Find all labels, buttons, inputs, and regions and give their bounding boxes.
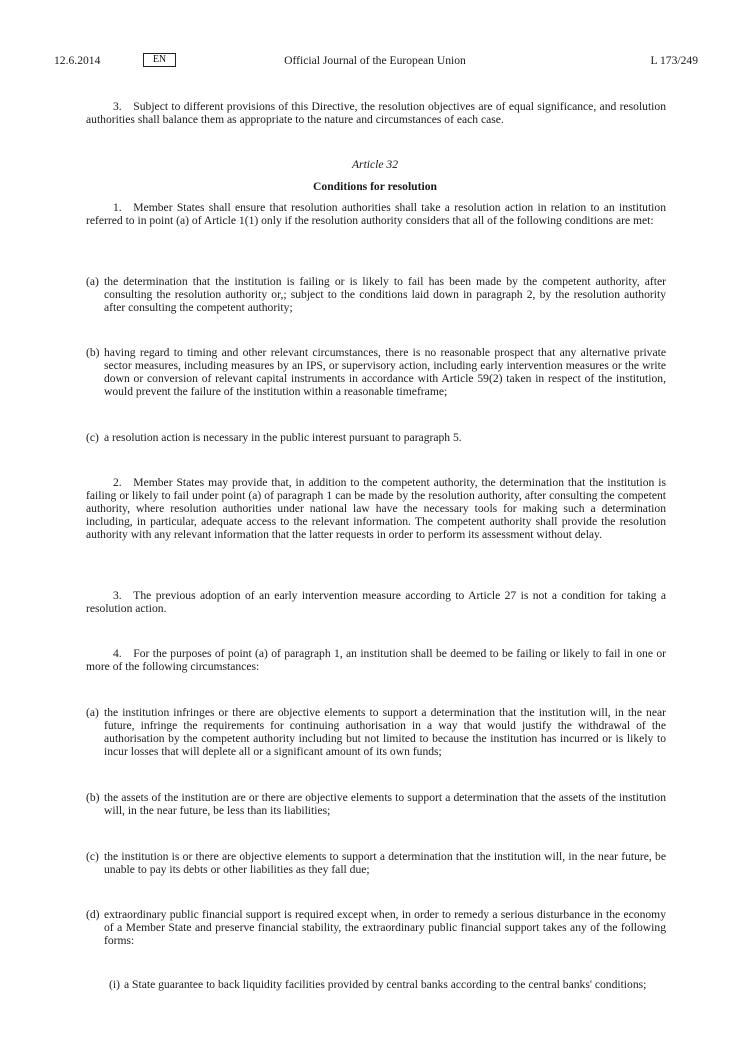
item-text: having regard to timing and other relevant circumstances, there is no reasonable prospect that any alternative private sector measures, including measures by an IPS, or supervisory action, including early intervention measures or the write down or conversion of relevant capital instruments in accordance with Article 59(2) taken in respect of the institution, would prevent the failure of the institution within a reasonable timeframe;	[104, 346, 666, 398]
item-label: (b)	[86, 791, 100, 804]
item-label: (d)	[86, 908, 100, 921]
list-item	[86, 706, 666, 758]
list-item	[86, 346, 666, 398]
item-text: the assets of the institution are or there are objective elements to support a determination that the assets of the institution will, in the near future, be less than its liabilities;	[104, 791, 666, 817]
sub-item-text: a State guarantee to back liquidity facilities provided by central banks according to the central banks' conditions;	[124, 978, 647, 991]
item-text: a resolution action is necessary in the public interest pursuant to paragraph 5.	[104, 431, 462, 444]
paragraph-4: 4. For the purposes of point (a) of paragraph 1, an institution shall be deemed to be failing or likely to fail in one or more of the following circumstances:	[86, 647, 666, 673]
item-label: (c)	[86, 850, 99, 863]
item-text: the institution is or there are objective elements to support a determination that the institution will, in the near future, be unable to pay its debts or other liabilities as they fall due;	[104, 850, 666, 876]
item-text: the institution infringes or there are objective elements to support a determination that the institution will, in the near future, infringe the requirements for continuing authorisation in a way that would justify the withdrawal of the authorisation by the competent authority including but not limited to because the institution has incurred or is likely to incur losses that will deplete all or a significant amount of its own funds;	[104, 706, 666, 758]
paragraph-3: 3. The previous adoption of an early intervention measure according to Article 27 is not a condition for taking a resolution action.	[86, 589, 666, 615]
intro-paragraph: 3. Subject to different provisions of this Directive, the resolution objectives are of equal significance, and resolution authorities shall balance them as appropriate to the nature and circumstances of each case.	[86, 100, 666, 126]
list-item	[86, 791, 666, 817]
sub-list-item	[109, 978, 666, 991]
item-label: (a)	[86, 275, 99, 288]
page-reference: L 173/249	[650, 54, 698, 67]
language-badge: EN	[143, 53, 176, 67]
list-item	[86, 850, 666, 876]
list-item	[86, 275, 666, 314]
sub-item-label: (i)	[109, 978, 120, 991]
paragraph-2: 2. Member States may provide that, in addition to the competent authority, the determination that the institution is failing or likely to fail under point (a) of paragraph 1 can be made by the resolution authority, after consulting the competent authority, where resolution authorities under national law have the necessary tools for making such a determination including, in particular, adequate access to the relevant information. The competent authority shall provide the resolution authority with any relevant information that the latter requests in order to perform its assessment without delay.	[86, 476, 666, 541]
item-text: extraordinary public financial support is required except when, in order to remedy a serious disturbance in the economy of a Member State and preserve financial stability, the extraordinary public financial support takes any of the following forms:	[104, 908, 666, 947]
item-label: (a)	[86, 706, 99, 719]
item-label: (c)	[86, 431, 99, 444]
journal-title: Official Journal of the European Union	[284, 54, 466, 67]
list-item	[86, 908, 666, 947]
list-item	[86, 431, 666, 444]
article-number: Article 32	[351, 158, 399, 171]
item-label: (b)	[86, 346, 100, 359]
publication-date: 12.6.2014	[54, 54, 101, 67]
paragraph-1: 1. Member States shall ensure that resolution authorities shall take a resolution action in relation to an institution referred to in point (a) of Article 1(1) only if the resolution authority considers that all of the following conditions are met:	[86, 201, 666, 227]
item-text: the determination that the institution is failing or is likely to fail has been made by the competent authority, after consulting the resolution authority or,; subject to the conditions laid down in paragraph 2, by the resolution authority after consulting the competent authority;	[104, 275, 666, 314]
article-title: Conditions for resolution	[313, 180, 437, 193]
